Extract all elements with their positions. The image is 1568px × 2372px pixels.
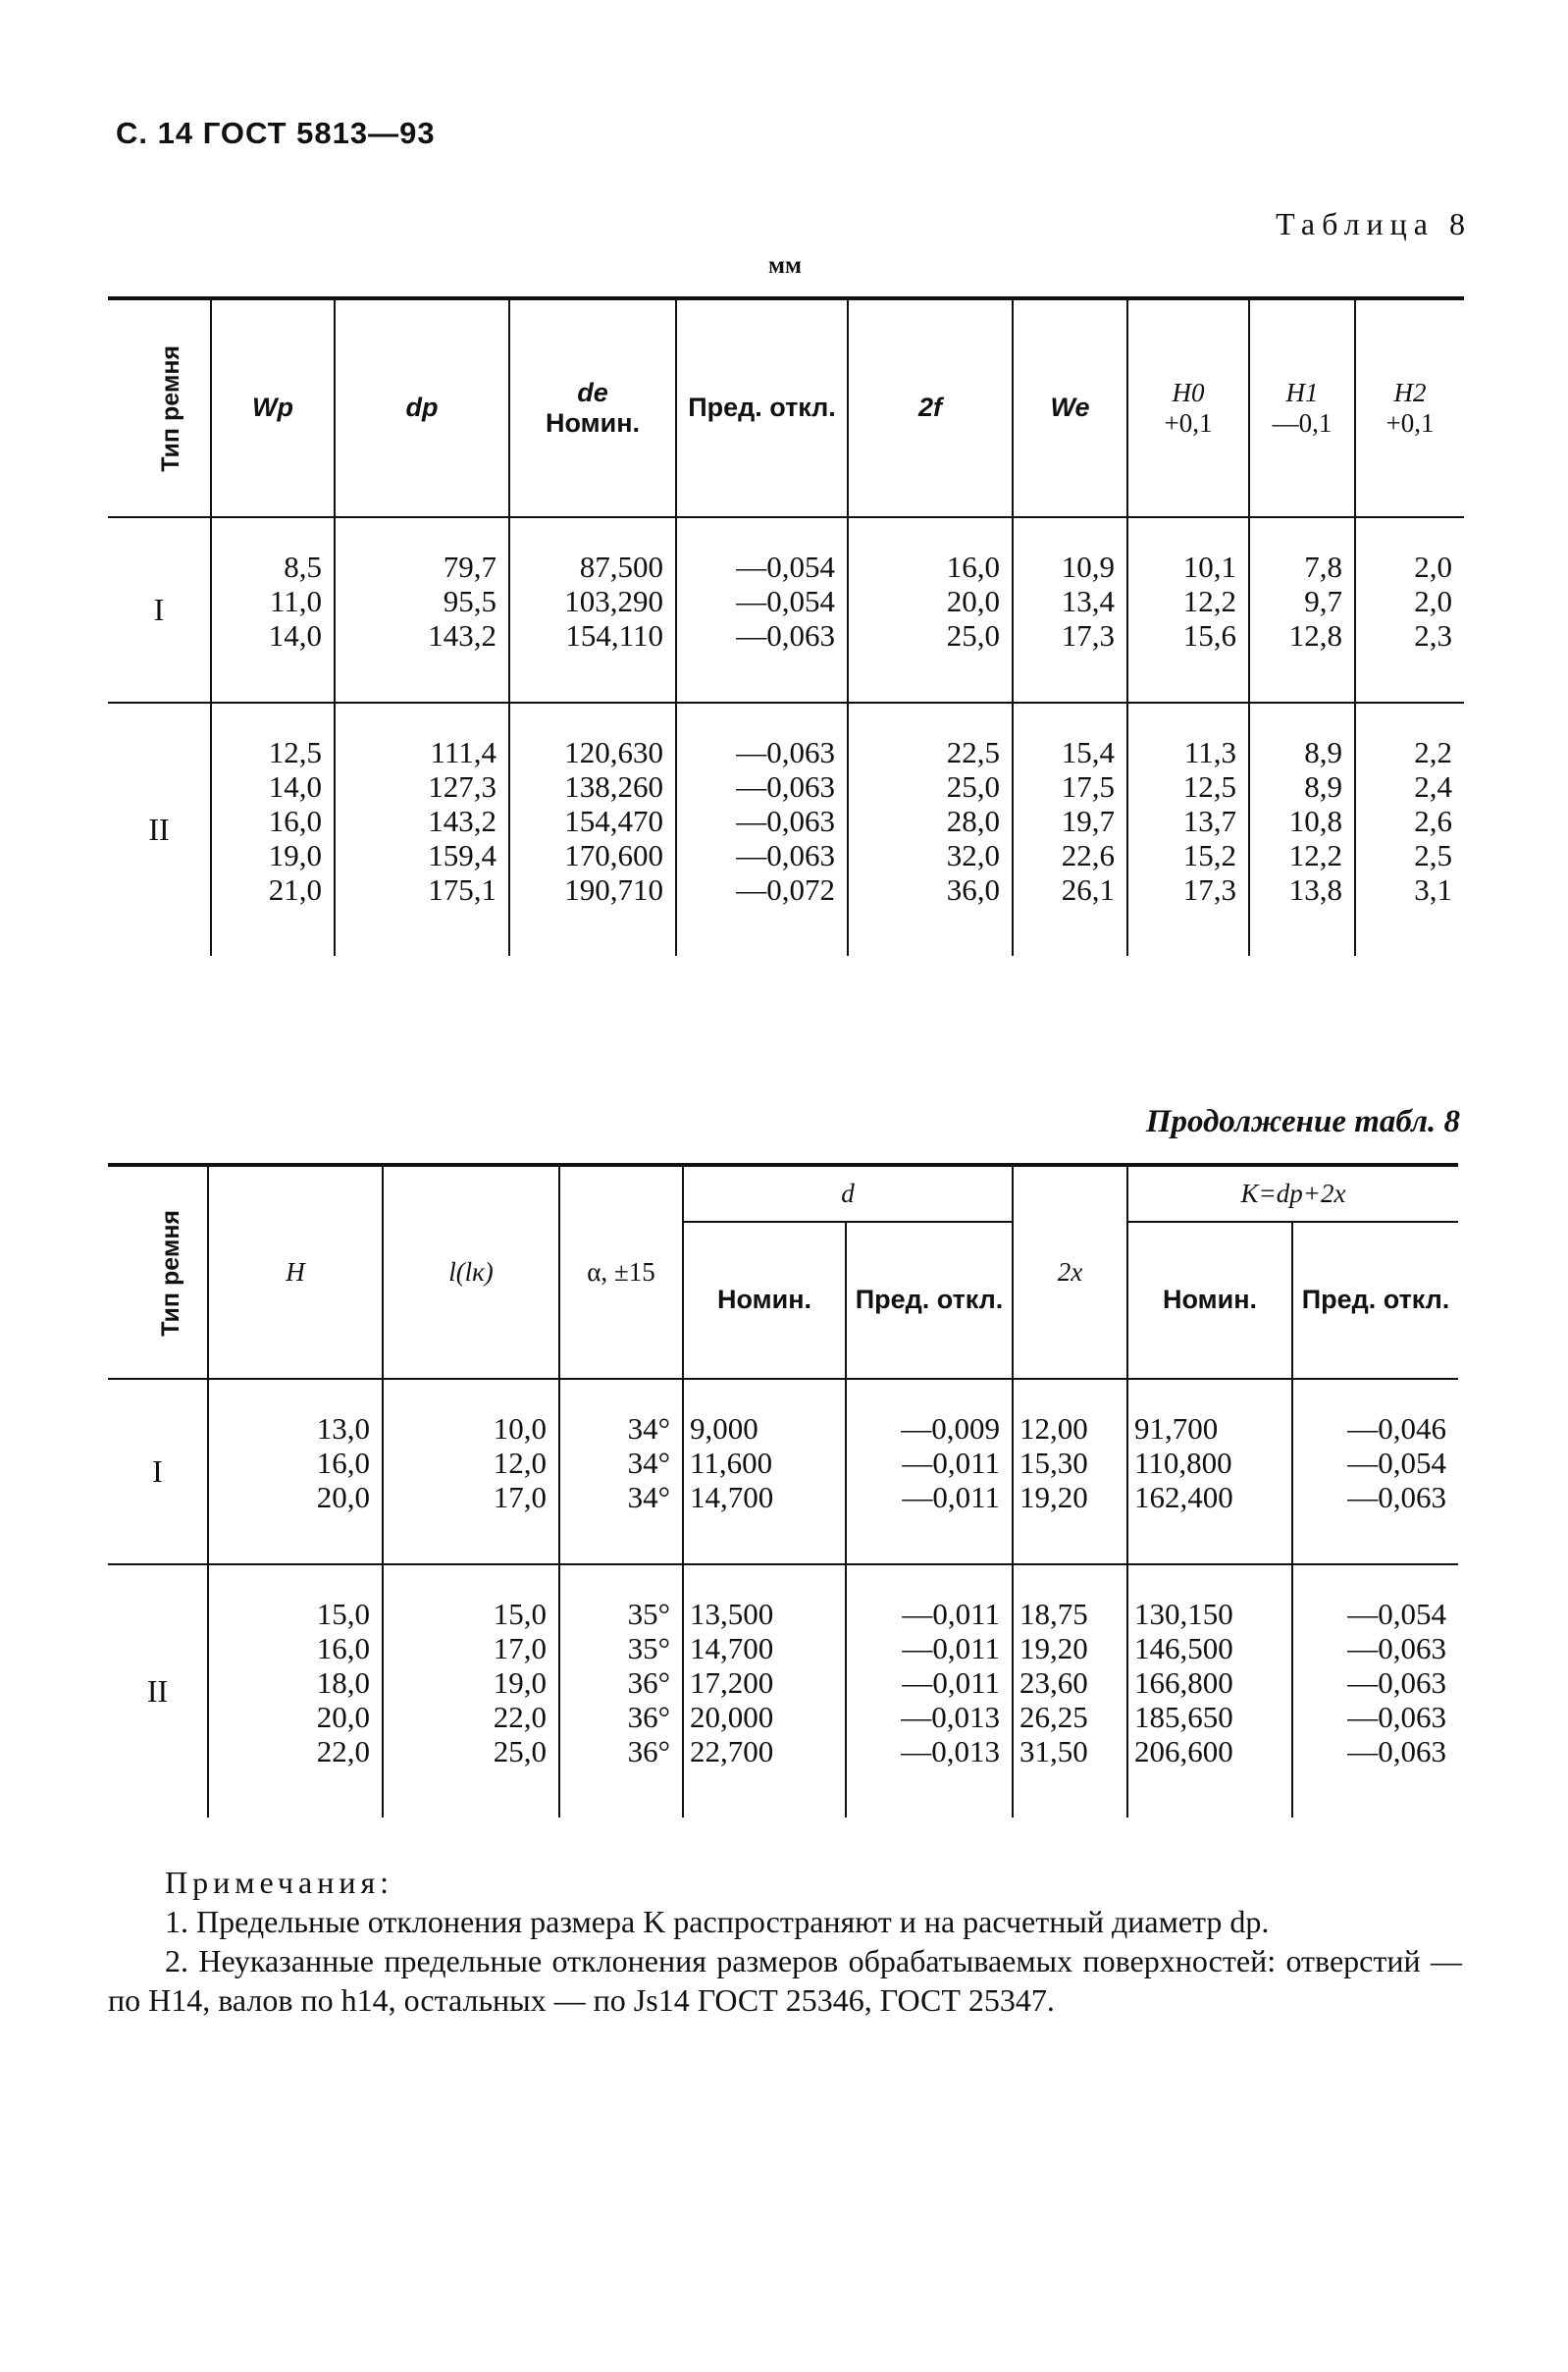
cell-value: 20,0	[946, 584, 1000, 618]
cell-value: 16,0	[946, 550, 1000, 584]
cell-value: 11,0	[269, 584, 322, 618]
notes	[108, 1863, 1462, 2020]
cell-value: 25,0	[493, 1734, 547, 1768]
pred-cell	[676, 517, 848, 703]
header-l: l(lк)	[383, 1165, 559, 1379]
cell-value: 26,1	[1061, 872, 1115, 907]
header-de-name: de	[577, 377, 608, 407]
cell-value: 22,0	[493, 1700, 547, 1734]
cell-value: 3,1	[1414, 872, 1452, 907]
note-2: 2. Неуказанные предельные отклонения размеров обрабатываемых поверхностей: отверстий — по H14, валов по h14, остальных — по Js14 ГОСТ 25346, ГОСТ 25347.	[108, 1943, 1462, 2018]
cell-value: —0,013	[901, 1734, 1000, 1768]
table-row	[108, 517, 1464, 703]
header-h0-name: H0	[1172, 377, 1205, 407]
header-2x: 2x	[1013, 1165, 1127, 1379]
cell-value: 95,5	[443, 584, 497, 618]
header-belt-type: Тип ремня	[108, 298, 211, 517]
cell-value: 15,2	[1182, 838, 1236, 872]
l-cell	[383, 1564, 559, 1818]
cell-value: —0,011	[902, 1446, 1000, 1480]
header-de	[509, 298, 676, 517]
cell-value: 19,7	[1061, 804, 1115, 838]
cell-value: 12,2	[1288, 838, 1342, 872]
cell-value: 11,3	[1183, 735, 1236, 769]
alpha-cell	[559, 1564, 683, 1818]
cell-value: —0,063	[736, 804, 835, 838]
cell-value: 34°	[627, 1480, 670, 1514]
cell-value: 2,0	[1414, 550, 1452, 584]
cell-value: 35°	[627, 1631, 670, 1665]
cell-value: 14,0	[268, 618, 322, 653]
h0-cell	[1127, 703, 1249, 956]
header-belt-type: Тип ремня	[108, 1165, 208, 1379]
cell-value: —0,063	[1347, 1631, 1446, 1665]
cell-value: 138,260	[564, 769, 663, 804]
cell-value: 15,6	[1182, 618, 1236, 653]
cell-value: 15,0	[316, 1597, 370, 1631]
cell-value: 15,0	[493, 1597, 547, 1631]
cell-value: 17,5	[1061, 769, 1115, 804]
cell-value: 22,0	[316, 1734, 370, 1768]
cell-value: 9,7	[1304, 584, 1342, 618]
cell-value: 21,0	[268, 872, 322, 907]
cell-value: —0,063	[736, 769, 835, 804]
cell-value: —0,063	[736, 618, 835, 653]
cell-value: 17,0	[493, 1480, 547, 1514]
table-row	[108, 1564, 1458, 1818]
cell-value: 10,0	[493, 1411, 547, 1446]
cell-value: 17,3	[1182, 872, 1236, 907]
continuation-title: Продолжение табл. 8	[1145, 1104, 1460, 1139]
notes-title: Примечания:	[165, 1865, 394, 1900]
header-k-pred: Пред. откл.	[1292, 1222, 1458, 1379]
d-pred-cell	[846, 1564, 1013, 1818]
header-h2-name: H2	[1393, 377, 1427, 407]
cell-value: 17,3	[1061, 618, 1115, 653]
cell-value: 10,9	[1061, 550, 1115, 584]
cell-value: —0,063	[1347, 1480, 1446, 1514]
header-h1-name: H1	[1285, 377, 1319, 407]
wp-cell	[211, 703, 335, 956]
2x-cell	[1013, 1564, 1127, 1818]
cell-value: 154,470	[564, 804, 663, 838]
cell-value: 2,4	[1414, 769, 1452, 804]
belt-type-cell: I	[108, 517, 211, 703]
cell-value: 2,0	[1414, 584, 1452, 618]
header-k-group: K=dp+2x	[1127, 1165, 1458, 1222]
2x-cell	[1013, 1379, 1127, 1564]
cell-value: —0,063	[1347, 1734, 1446, 1768]
cell-value: 2,2	[1414, 735, 1452, 769]
k-nom-cell	[1127, 1379, 1292, 1564]
cell-value: 130,150	[1134, 1597, 1233, 1631]
cell-value: 13,7	[1182, 804, 1236, 838]
table-row	[108, 703, 1464, 956]
cell-value: 120,630	[564, 735, 663, 769]
header-2f: 2f	[848, 298, 1013, 517]
d-nom-cell	[683, 1564, 846, 1818]
cell-value: 8,9	[1304, 769, 1342, 804]
cell-value: 170,600	[564, 838, 663, 872]
cell-value: —0,011	[902, 1631, 1000, 1665]
cell-value: 2,6	[1414, 804, 1452, 838]
cell-value: 20,000	[690, 1700, 774, 1734]
cell-value: 12,8	[1288, 618, 1342, 653]
cell-value: 7,8	[1304, 550, 1342, 584]
de-cell	[509, 703, 676, 956]
we-cell	[1013, 703, 1127, 956]
cell-value: 17,200	[690, 1665, 774, 1700]
cell-value: 79,7	[443, 550, 497, 584]
header-d-pred: Пред. откл.	[846, 1222, 1013, 1379]
cell-value: 206,600	[1134, 1734, 1233, 1768]
cell-value: 143,2	[428, 618, 497, 653]
cell-value: 34°	[627, 1446, 670, 1480]
cell-value: 166,800	[1134, 1665, 1233, 1700]
cell-value: —0,063	[736, 735, 835, 769]
cell-value: 9,000	[690, 1411, 758, 1446]
alpha-cell	[559, 1379, 683, 1564]
cell-value: 13,8	[1288, 872, 1342, 907]
cell-value: 159,4	[428, 838, 497, 872]
dp-cell	[335, 703, 509, 956]
table-8	[108, 296, 1464, 956]
cell-value: 175,1	[428, 872, 497, 907]
header-k-nom: Номин.	[1127, 1222, 1292, 1379]
cell-value: 12,2	[1182, 584, 1236, 618]
cell-value: —0,046	[1347, 1411, 1446, 1446]
2f-cell	[848, 517, 1013, 703]
cell-value: 17,0	[493, 1631, 547, 1665]
d-nom-cell	[683, 1379, 846, 1564]
cell-value: 20,0	[316, 1700, 370, 1734]
d-pred-cell	[846, 1379, 1013, 1564]
cell-value: 22,700	[690, 1734, 774, 1768]
cell-value: 16,0	[268, 804, 322, 838]
cell-value: 34°	[627, 1411, 670, 1446]
header-wp: Wp	[211, 298, 335, 517]
cell-value: 10,8	[1288, 804, 1342, 838]
cell-value: 25,0	[946, 618, 1000, 653]
cell-value: 19,0	[493, 1665, 547, 1700]
cell-value: 162,400	[1134, 1480, 1233, 1514]
cell-value: —0,009	[901, 1411, 1000, 1446]
cell-value: 31,50	[1019, 1734, 1088, 1768]
cell-value: 22,6	[1061, 838, 1115, 872]
header-h: H	[208, 1165, 383, 1379]
cell-value: —0,072	[736, 872, 835, 907]
cell-value: 26,25	[1019, 1700, 1088, 1734]
cell-value: 32,0	[946, 838, 1000, 872]
cell-value: —0,063	[736, 838, 835, 872]
k-pred-cell	[1292, 1564, 1458, 1818]
cell-value: 36,0	[946, 872, 1000, 907]
cell-value: 19,0	[268, 838, 322, 872]
cell-value: 185,650	[1134, 1700, 1233, 1734]
l-cell	[383, 1379, 559, 1564]
h1-cell	[1249, 703, 1355, 956]
cell-value: 16,0	[316, 1446, 370, 1480]
header-h2-tol: +0,1	[1385, 408, 1435, 438]
cell-value: —0,054	[736, 584, 835, 618]
table-header-row	[108, 298, 1464, 517]
cell-value: 36°	[627, 1734, 670, 1768]
cell-value: 18,0	[316, 1665, 370, 1700]
cell-value: 13,500	[690, 1597, 774, 1631]
table-8-continuation	[108, 1163, 1458, 1818]
note-1: 1. Предельные отклонения размера K распространяют и на расчетный диаметр dp.	[165, 1904, 1270, 1939]
header-d-group: d	[683, 1165, 1013, 1222]
h2-cell	[1355, 517, 1464, 703]
belt-type-cell: II	[148, 812, 170, 847]
cell-value: 190,710	[564, 872, 663, 907]
header-h2	[1355, 298, 1464, 517]
cell-value: 13,0	[316, 1411, 370, 1446]
cell-value: 143,2	[428, 804, 497, 838]
cell-value: 110,800	[1134, 1446, 1232, 1480]
header-we: We	[1013, 298, 1127, 517]
cell-value: 19,20	[1019, 1480, 1088, 1514]
h-cell	[208, 1379, 383, 1564]
h1-cell	[1249, 517, 1355, 703]
cell-value: 28,0	[946, 804, 1000, 838]
cell-value: 2,3	[1414, 618, 1452, 653]
k-pred-cell	[1292, 1379, 1458, 1564]
header-de-nom: Номин.	[545, 408, 641, 438]
h0-cell	[1127, 517, 1249, 703]
cell-value: 18,75	[1019, 1597, 1088, 1631]
cell-value: 154,110	[565, 618, 663, 653]
cell-value: 14,700	[690, 1480, 774, 1514]
cell-value: —0,013	[901, 1700, 1000, 1734]
de-cell	[509, 517, 676, 703]
cell-value: 10,1	[1182, 550, 1236, 584]
cell-value: 15,30	[1019, 1446, 1088, 1480]
cell-value: 8,5	[284, 550, 322, 584]
units-label: мм	[768, 252, 803, 279]
cell-value: 2,5	[1414, 838, 1452, 872]
cell-value: 23,60	[1019, 1665, 1088, 1700]
wp-cell	[211, 517, 335, 703]
cell-value: —0,011	[902, 1480, 1000, 1514]
we-cell	[1013, 517, 1127, 703]
cell-value: 19,20	[1019, 1631, 1088, 1665]
header-pred: Пред. откл.	[676, 298, 848, 517]
cell-value: —0,054	[1347, 1446, 1446, 1480]
cell-value: 16,0	[316, 1631, 370, 1665]
cell-value: 91,700	[1134, 1411, 1219, 1446]
cell-value: 14,0	[268, 769, 322, 804]
cell-value: 103,290	[564, 584, 663, 618]
2f-cell	[848, 703, 1013, 956]
cell-value: 11,600	[690, 1446, 773, 1480]
h-cell	[208, 1564, 383, 1818]
header-dp: dp	[335, 298, 509, 517]
cell-value: 111,4	[430, 735, 497, 769]
cell-value: 22,5	[946, 735, 1000, 769]
cell-value: —0,063	[1347, 1700, 1446, 1734]
cell-value: 12,0	[493, 1446, 547, 1480]
cell-value: —0,063	[1347, 1665, 1446, 1700]
header-h1	[1249, 298, 1355, 517]
cell-value: 127,3	[428, 769, 497, 804]
cell-value: 12,5	[1182, 769, 1236, 804]
pred-cell	[676, 703, 848, 956]
k-nom-cell	[1127, 1564, 1292, 1818]
table-header-row	[108, 1165, 1458, 1222]
page-header: С. 14 ГОСТ 5813—93	[116, 116, 436, 150]
cell-value: —0,011	[902, 1597, 1000, 1631]
header-alpha: α, ±15	[559, 1165, 683, 1379]
cell-value: 13,4	[1061, 584, 1115, 618]
belt-type-cell: II	[146, 1673, 169, 1709]
cell-value: 20,0	[316, 1480, 370, 1514]
cell-value: —0,054	[736, 550, 835, 584]
cell-value: 12,5	[268, 735, 322, 769]
cell-value: 15,4	[1061, 735, 1115, 769]
header-d-nom: Номин.	[683, 1222, 846, 1379]
cell-value: 8,9	[1304, 735, 1342, 769]
cell-value: 12,00	[1019, 1411, 1088, 1446]
cell-value: 35°	[627, 1597, 670, 1631]
dp-cell	[335, 517, 509, 703]
cell-value: 14,700	[690, 1631, 774, 1665]
cell-value: —0,054	[1347, 1597, 1446, 1631]
belt-type-cell: I	[108, 1379, 208, 1564]
cell-value: 36°	[627, 1665, 670, 1700]
table-row	[108, 1379, 1458, 1564]
h2-cell	[1355, 703, 1464, 956]
header-h1-tol: —0,1	[1272, 408, 1333, 438]
cell-value: 25,0	[946, 769, 1000, 804]
cell-value: 87,500	[579, 550, 663, 584]
header-h0-tol: +0,1	[1164, 408, 1213, 438]
cell-value: 146,500	[1134, 1631, 1233, 1665]
cell-value: 36°	[627, 1700, 670, 1734]
header-h0	[1127, 298, 1249, 517]
cell-value: —0,011	[902, 1665, 1000, 1700]
table-title: Таблица 8	[1276, 206, 1472, 241]
